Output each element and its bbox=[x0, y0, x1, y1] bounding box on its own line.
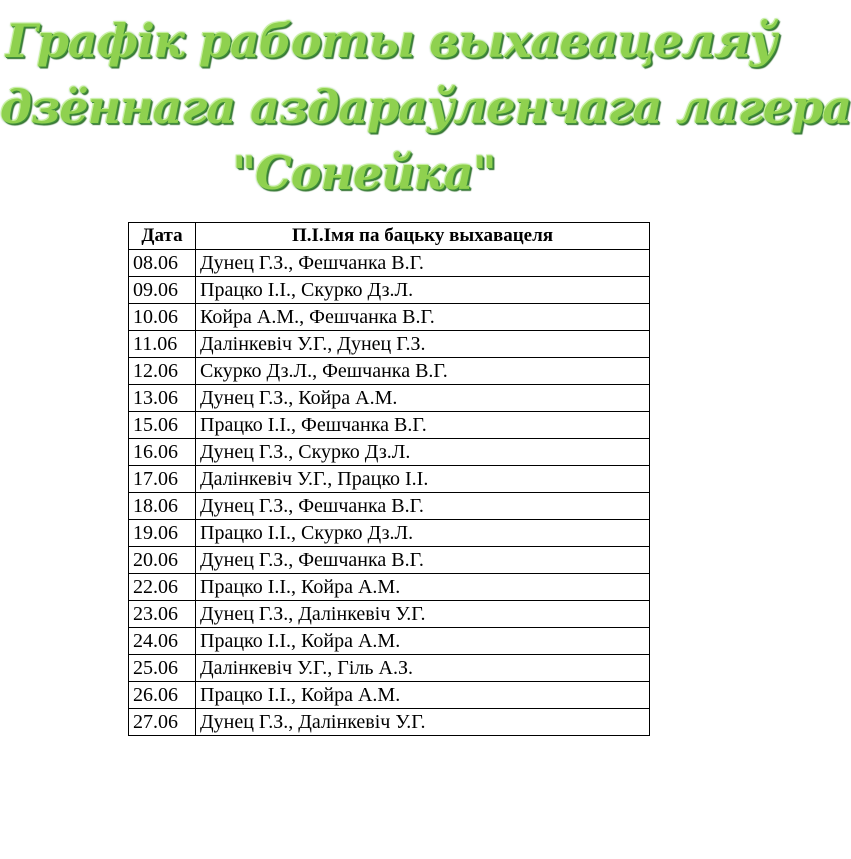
educators-cell: Дунец Г.З., Фешчанка В.Г. bbox=[196, 493, 650, 520]
table-row bbox=[129, 655, 650, 682]
table-row bbox=[129, 601, 650, 628]
date-cell: 26.06 bbox=[129, 682, 196, 709]
column-header-name: П.І.Імя па бацьку выхавацеля bbox=[196, 223, 650, 250]
table-row bbox=[129, 628, 650, 655]
date-cell: 23.06 bbox=[129, 601, 196, 628]
date-cell: 24.06 bbox=[129, 628, 196, 655]
date-cell: 17.06 bbox=[129, 466, 196, 493]
educators-cell: Працко І.І., Койра А.М. bbox=[196, 574, 650, 601]
educators-cell: Працко І.І., Скурко Дз.Л. bbox=[196, 277, 650, 304]
date-cell: 20.06 bbox=[129, 547, 196, 574]
educators-cell: Дунец Г.З., Скурко Дз.Л. bbox=[196, 439, 650, 466]
title-line-2: дзённага аздараўленчага лагера bbox=[0, 80, 851, 134]
educators-cell: Працко І.І., Скурко Дз.Л. bbox=[196, 520, 650, 547]
educators-cell: Працко І.І., Фешчанка В.Г. bbox=[196, 412, 650, 439]
educators-cell: Працко І.І., Койра А.М. bbox=[196, 682, 650, 709]
page-title bbox=[0, 8, 851, 206]
table-row bbox=[129, 250, 650, 277]
educators-cell: Дунец Г.З., Далінкевіч У.Г. bbox=[196, 601, 650, 628]
educators-cell: Дунец Г.З., Далінкевіч У.Г. bbox=[196, 709, 650, 736]
date-cell: 15.06 bbox=[129, 412, 196, 439]
educators-cell: Дунец Г.З., Фешчанка В.Г. bbox=[196, 547, 650, 574]
date-cell: 12.06 bbox=[129, 358, 196, 385]
date-cell: 13.06 bbox=[129, 385, 196, 412]
table-row bbox=[129, 331, 650, 358]
schedule-table bbox=[128, 222, 650, 736]
table-row bbox=[129, 493, 650, 520]
date-cell: 08.06 bbox=[129, 250, 196, 277]
date-cell: 16.06 bbox=[129, 439, 196, 466]
date-cell: 19.06 bbox=[129, 520, 196, 547]
date-cell: 27.06 bbox=[129, 709, 196, 736]
date-cell: 22.06 bbox=[129, 574, 196, 601]
table-row bbox=[129, 358, 650, 385]
table-row bbox=[129, 466, 650, 493]
table-row bbox=[129, 385, 650, 412]
table-row bbox=[129, 412, 650, 439]
title-line-3: "Сонейка" bbox=[232, 146, 496, 200]
schedule-body bbox=[129, 250, 650, 736]
date-cell: 18.06 bbox=[129, 493, 196, 520]
title-line-1: Графік работы выхавацеляў bbox=[6, 14, 777, 68]
date-cell: 09.06 bbox=[129, 277, 196, 304]
table-row bbox=[129, 439, 650, 466]
column-header-date: Дата bbox=[129, 223, 196, 250]
educators-cell: Дунец Г.З., Фешчанка В.Г. bbox=[196, 250, 650, 277]
table-row bbox=[129, 682, 650, 709]
educators-cell: Далінкевіч У.Г., Гіль А.З. bbox=[196, 655, 650, 682]
educators-cell: Далінкевіч У.Г., Дунец Г.З. bbox=[196, 331, 650, 358]
table-row bbox=[129, 520, 650, 547]
table-row bbox=[129, 574, 650, 601]
educators-cell: Дунец Г.З., Койра А.М. bbox=[196, 385, 650, 412]
educators-cell: Працко І.І., Койра А.М. bbox=[196, 628, 650, 655]
table-row bbox=[129, 547, 650, 574]
educators-cell: Далінкевіч У.Г., Працко І.І. bbox=[196, 466, 650, 493]
table-row bbox=[129, 304, 650, 331]
table-row bbox=[129, 709, 650, 736]
table-header-row bbox=[129, 223, 650, 250]
date-cell: 25.06 bbox=[129, 655, 196, 682]
table-row bbox=[129, 277, 650, 304]
educators-cell: Скурко Дз.Л., Фешчанка В.Г. bbox=[196, 358, 650, 385]
date-cell: 10.06 bbox=[129, 304, 196, 331]
date-cell: 11.06 bbox=[129, 331, 196, 358]
educators-cell: Койра А.М., Фешчанка В.Г. bbox=[196, 304, 650, 331]
